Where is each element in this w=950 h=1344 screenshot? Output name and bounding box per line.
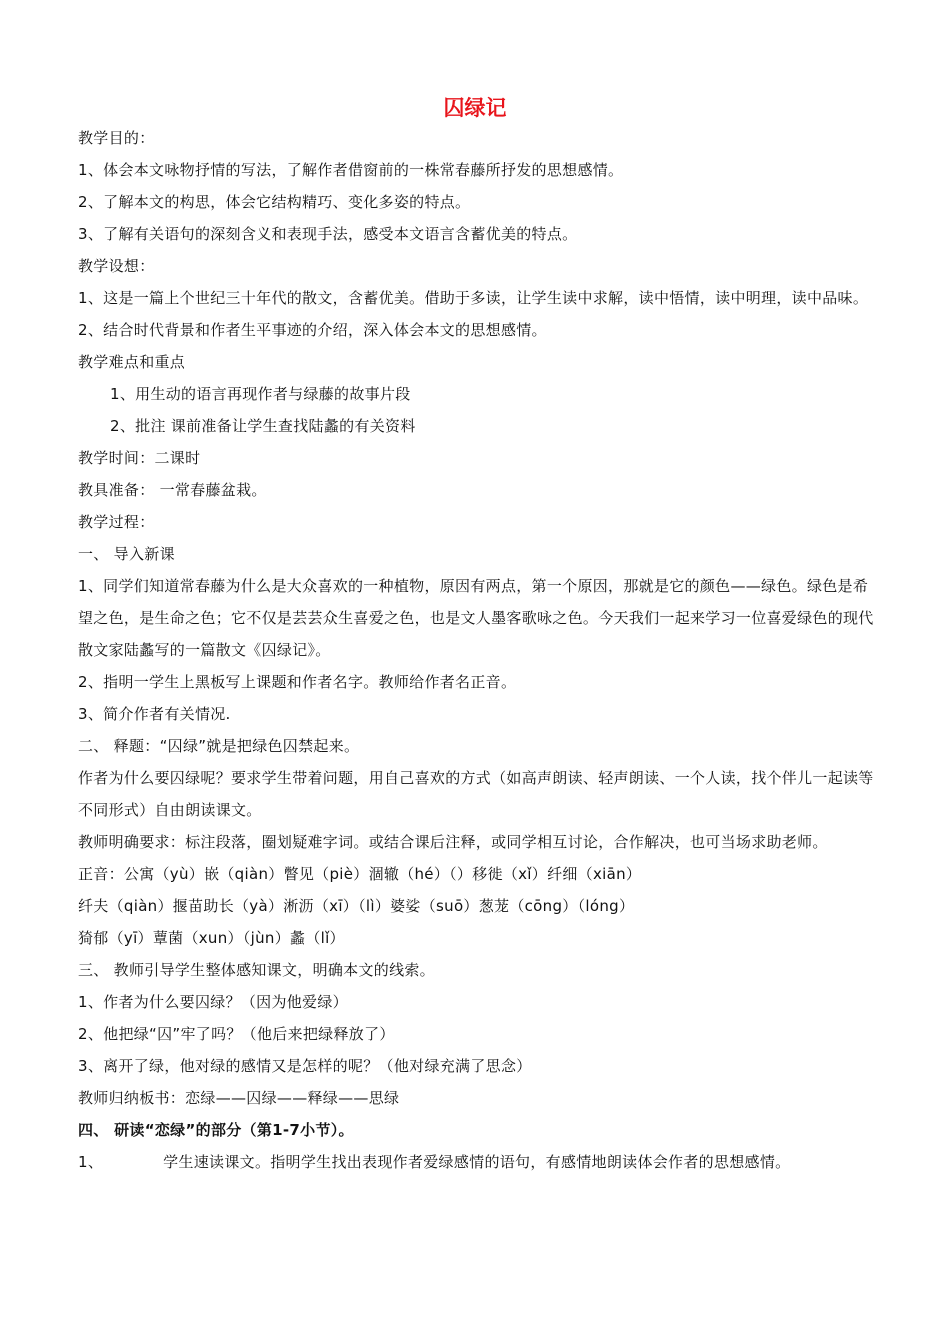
paragraph: 3、离开了绿，他对绿的感情又是怎样的呢？（他对绿充满了思念）	[78, 1057, 532, 1075]
paragraph: 2、批注 课前准备让学生查找陆蠡的有关资料	[110, 417, 416, 435]
list-number: 1、	[78, 1153, 104, 1171]
paragraph: 作者为什么要囚绿呢？要求学生带着问题，用自己喜欢的方式（如高声朗读、轻声朗读、一个人读，找个伴儿一起读等不同形式）自由朗读课文。	[78, 769, 874, 819]
paragraph: 1、体会本文咏物抒情的写法，了解作者借窗前的一株常春藤所抒发的思想感情。	[78, 161, 624, 179]
paragraph: 2、结合时代背景和作者生平事迹的介绍，深入体会本文的思想感情。	[78, 321, 547, 339]
section-heading: 三、 教师引导学生整体感知课文，明确本文的线索。	[78, 961, 435, 979]
paragraph: 2、指明一学生上黑板写上课题和作者名字。教师给作者名正音。	[78, 673, 517, 691]
document-body	[78, 122, 878, 1178]
paragraph: 3、了解有关语句的深刻含义和表现手法，感受本文语言含蓄优美的特点。	[78, 225, 578, 243]
section-heading: 四、 研读“恋绿”的部分（第1-7小节）。	[78, 1121, 354, 1139]
paragraph: 2、了解本文的构思，体会它结构精巧、变化多姿的特点。	[78, 193, 471, 211]
list-text: 学生速读课文。指明学生找出表现作者爱绿感情的语句，有感情地朗读体会作者的思想感情。	[163, 1153, 791, 1171]
paragraph: 3、简介作者有关情况.	[78, 705, 231, 723]
paragraph: 教学难点和重点	[78, 353, 186, 371]
paragraph: 2、他把绿“囚”牢了吗？（他后来把绿释放了）	[78, 1025, 395, 1043]
paragraph: 教具准备： 一常春藤盆栽。	[78, 481, 267, 499]
paragraph: 教师归纳板书：恋绿——囚绿——释绿——思绿	[78, 1089, 400, 1107]
paragraph: 1、作者为什么要囚绿？（因为他爱绿）	[78, 993, 348, 1011]
pronunciation-line: 纤夫（qiàn）揠苗助长（yà）淅沥（xī）（lì）婆娑（suō）葱茏（cōng）（lóng）	[78, 897, 635, 915]
section-heading: 二、 释题：“囚绿”就是把绿色囚禁起来。	[78, 737, 360, 755]
paragraph: 教学目的：	[78, 129, 155, 147]
paragraph: 教学过程：	[78, 513, 155, 531]
page-title: 囚绿记	[443, 96, 507, 120]
paragraph: 1、同学们知道常春藤为什么是大众喜欢的一种植物，原因有两点，第一个原因，那就是它的颜色——绿色。绿色是希望之色，是生命之色；它不仅是芸芸众生喜爱之色，也是文人墨客歌咏之色。今天我们一起来学习一位喜爱绿色的现代散文家陆蠡写的一篇散文《囚绿记》。	[78, 577, 874, 659]
section-heading: 一、 导入新课	[78, 545, 175, 563]
paragraph	[78, 1146, 878, 1178]
paragraph: 1、这是一篇上个世纪三十年代的散文，含蓄优美。借助于多读，让学生读中求解，读中悟情，读中明理，读中品味。	[78, 289, 869, 307]
pronunciation-line: 正音：公寓（yù）嵌（qiàn）瞥见（piè）涸辙（hé）（）移徙（xǐ）纤细（xiān）	[78, 865, 642, 883]
paragraph: 1、用生动的语言再现作者与绿藤的故事片段	[110, 385, 411, 403]
paragraph: 教师明确要求：标注段落，圈划疑难字词。或结合课后注释，或同学相互讨论，合作解决，也可当场求助老师。	[78, 833, 828, 851]
pronunciation-line: 猗郁（yī）蕈菌（xun）（jùn）蠡（lǐ）	[78, 929, 345, 947]
paragraph: 教学时间：二课时	[78, 449, 201, 467]
paragraph: 教学设想：	[78, 257, 155, 275]
